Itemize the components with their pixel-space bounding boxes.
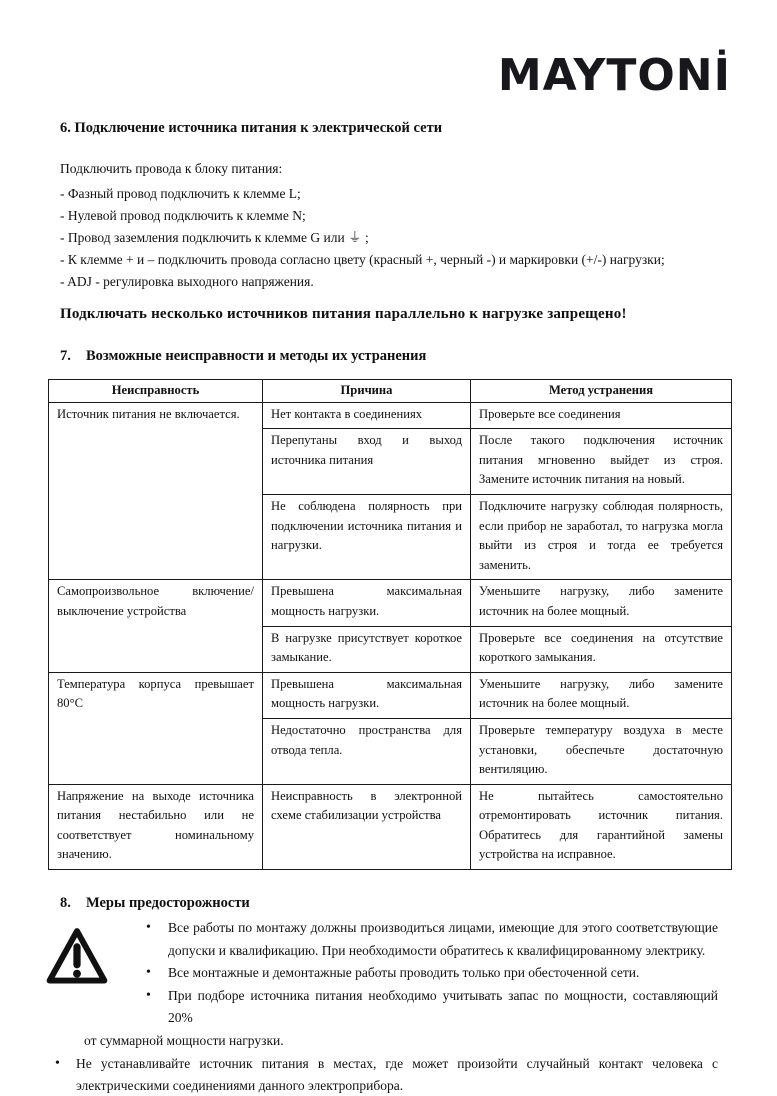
fix-cell: Проверьте все соединения — [471, 402, 732, 429]
section6-title: 6. Подключение источника питания к электрической сети — [60, 120, 443, 136]
column-header-fix: Метод устранения — [471, 380, 732, 403]
table-row — [49, 784, 732, 869]
cause-cell: Перепутаны вход и выход источника питания — [263, 429, 471, 495]
fix-cell: Подключите нагрузку соблюдая полярность, если прибор не заработал, то нагрузка могла выйти из строя и тогда ее требуется заменить. — [471, 494, 732, 579]
section8-title-text: Меры предосторожности — [86, 895, 250, 912]
parallel-connection-warning: Подключать несколько источников питания параллельно к нагрузке запрещено! — [60, 306, 627, 322]
precaution-item-outer — [60, 1053, 718, 1096]
table-header-row — [49, 380, 732, 403]
fix-cell: Проверьте температуру воздуха в месте установки, обеспечьте достаточную вентиляцию. — [471, 718, 732, 784]
list-item: - Фазный провод подключить к клемме L; — [60, 186, 301, 201]
precaution-text: Все работы по монтажу должны производиться лицами, имеющие для этого соответствующие допуски и квалификацию. При необходимости обратитесь к квалифицированному электрику. — [168, 920, 718, 958]
section7-title — [60, 348, 718, 365]
column-header-fault: Неисправность — [49, 380, 263, 403]
section8-number: 8. — [60, 895, 71, 912]
list-item: - К клемме + и – подключить провода согласно цвету (красный +, черный -) и маркировки (+/-) нагрузки; — [60, 252, 665, 267]
fault-cell: Самопроизвольное включение/выключение устройства — [49, 580, 263, 672]
page-content — [57, 120, 723, 1096]
fix-cell: После такого подключения источник питания мгновенно выйдет из строя. Замените источник питания на новый. — [471, 429, 732, 495]
cause-cell: Превышена максимальная мощность нагрузки. — [263, 672, 471, 718]
table-row — [49, 672, 732, 718]
cause-cell: Не соблюдена полярность при подключении источника питания и нагрузки. — [263, 494, 471, 579]
precaution-text: Все монтажные и демонтажные работы проводить только при обесточенной сети. — [168, 965, 640, 981]
precaution-text: Не устанавливайте источник питания в местах, где может произойти случайный контакт человека с электрическими соединениями данного электроприбора. — [76, 1055, 718, 1094]
fault-cell: Напряжение на выходе источника питания нестабильно или не соответствует номинальному значению. — [49, 784, 263, 869]
section7-title-text: Возможные неисправности и методы их устранения — [86, 348, 427, 364]
fix-cell: Не пытайтесь самостоятельно отремонтировать источник питания. Обратитесь для гарантийной замены устройства на исправное. — [471, 784, 732, 869]
fix-cell: Проверьте все соединения на отсутствие короткого замыкания. — [471, 626, 732, 672]
cause-cell: Неисправность в электронной схеме стабилизации устройства — [263, 784, 471, 869]
list-item: - ADJ - регулировка выходного напряжения. — [60, 274, 314, 289]
maytoni-logo: MAYTONİ — [497, 50, 731, 101]
fault-cell: Источник питания не включается. — [49, 402, 263, 580]
list-item-ground: - Провод заземления подключить к клемме G или ⏚ ; — [60, 230, 369, 245]
fix-cell: Уменьшите нагрузку, либо замените источник на более мощный. — [471, 672, 732, 718]
column-header-cause: Причина — [263, 380, 471, 403]
table-row — [49, 402, 732, 429]
section6-intro: Подключить провода к блоку питания: — [60, 161, 283, 176]
fault-cell: Температура корпуса превышает 80°С — [49, 672, 263, 784]
troubleshooting-table — [48, 379, 732, 870]
table-row — [49, 580, 732, 626]
cause-cell: В нагрузке присутствует короткое замыкание. — [263, 626, 471, 672]
section7-number: 7. — [60, 348, 71, 364]
list-item: - Нулевой провод подключить к клемме N; — [60, 208, 306, 223]
precaution-item — [60, 917, 718, 962]
precautions-block — [60, 917, 718, 1096]
cause-cell: Превышена максимальная мощность нагрузки. — [263, 580, 471, 626]
precaution-item — [60, 962, 718, 985]
cause-cell: Нет контакта в соединениях — [263, 402, 471, 429]
fix-cell: Уменьшите нагрузку, либо замените источник на более мощный. — [471, 580, 732, 626]
cause-cell: Недостаточно пространства для отвода тепла. — [263, 718, 471, 784]
wiring-instructions-list — [60, 183, 718, 293]
section8-title — [60, 895, 718, 912]
precaution-item — [60, 985, 718, 1030]
precaution-continuation: от суммарной мощности нагрузки. — [84, 1033, 284, 1049]
precaution-text: При подборе источника питания необходимо учитывать запас по мощности, составляющий 20% — [168, 987, 718, 1026]
